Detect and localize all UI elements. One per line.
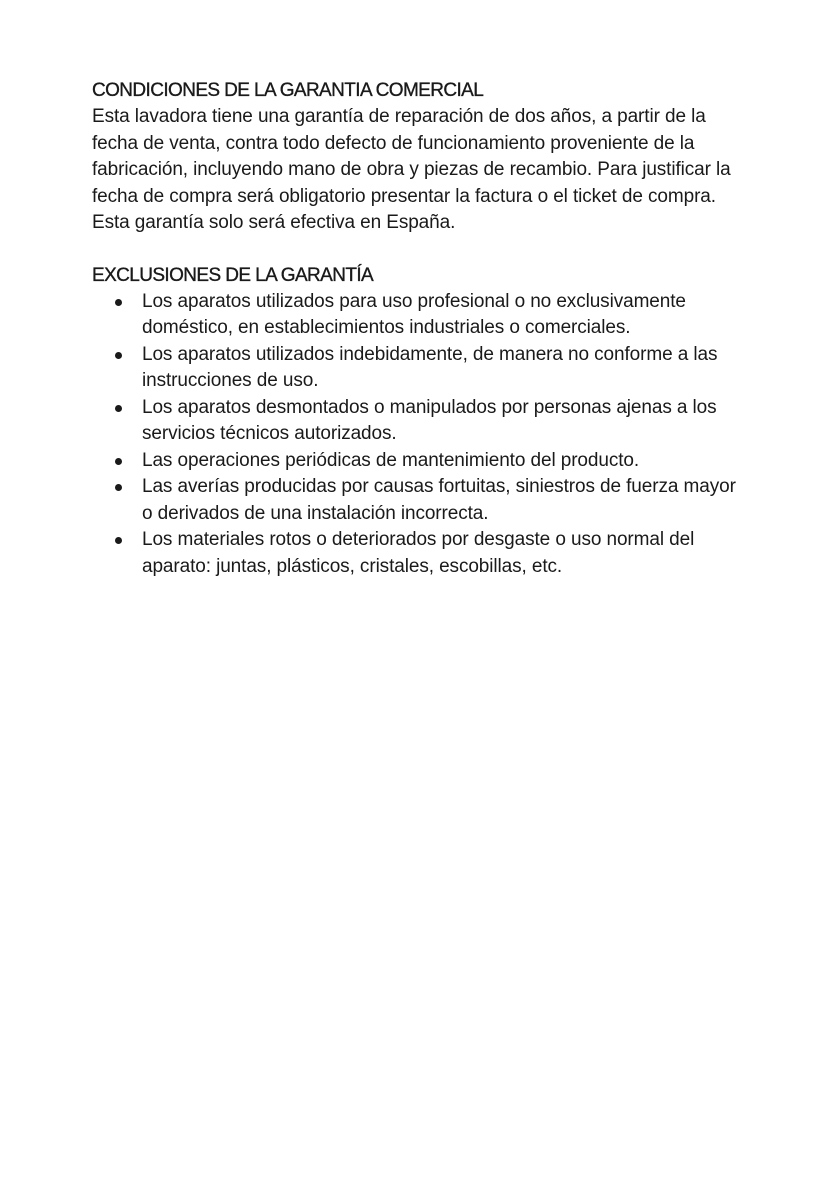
- warranty-paragraph: Esta lavadora tiene una garantía de reparación de dos años, a partir de la fecha de venta, contra todo defecto de funcionamiento proveniente de la fabricación, incluyendo mano de obra y piezas de recambio. Para justificar la fecha de compra será obligatorio presentar la factura o el ticket de compra. Esta garantía solo será efectiva en España.: [92, 106, 731, 233]
- exclusions-list: [92, 289, 742, 581]
- list-item-text: Las averías producidas por causas fortuitas, siniestros de fuerza mayor o derivados de una instalación incorrecta.: [142, 476, 736, 524]
- bullet-icon: [115, 484, 122, 491]
- document-page: [92, 78, 742, 580]
- bullet-icon: [115, 352, 122, 359]
- list-item: [92, 342, 742, 395]
- bullet-icon: [115, 405, 122, 412]
- list-item: [92, 474, 742, 527]
- list-item-text: Los aparatos utilizados indebidamente, de manera no conforme a las instrucciones de uso.: [142, 343, 718, 391]
- bullet-icon: [115, 458, 122, 465]
- section-spacer: [92, 237, 742, 263]
- list-item-text: Los aparatos desmontados o manipulados por personas ajenas a los servicios técnicos autorizados.: [142, 396, 717, 444]
- list-item: [92, 395, 742, 448]
- list-item: [92, 527, 742, 580]
- warranty-heading: CONDICIONES DE LA GARANTIA COMERCIAL: [92, 80, 484, 101]
- bullet-icon: [115, 537, 122, 544]
- list-item-text: Los aparatos utilizados para uso profesional o no exclusivamente doméstico, en establecimientos industriales o comerciales.: [142, 290, 686, 338]
- exclusions-heading: EXCLUSIONES DE LA GARANTÍA: [92, 264, 374, 286]
- bullet-icon: [115, 299, 122, 306]
- list-item: [92, 448, 742, 475]
- list-item-text: Las operaciones periódicas de mantenimiento del producto.: [142, 449, 640, 471]
- list-item-text: Los materiales rotos o deteriorados por desgaste o uso normal del aparato: juntas, plásticos, cristales, escobillas, etc.: [142, 529, 695, 577]
- list-item: [92, 289, 742, 342]
